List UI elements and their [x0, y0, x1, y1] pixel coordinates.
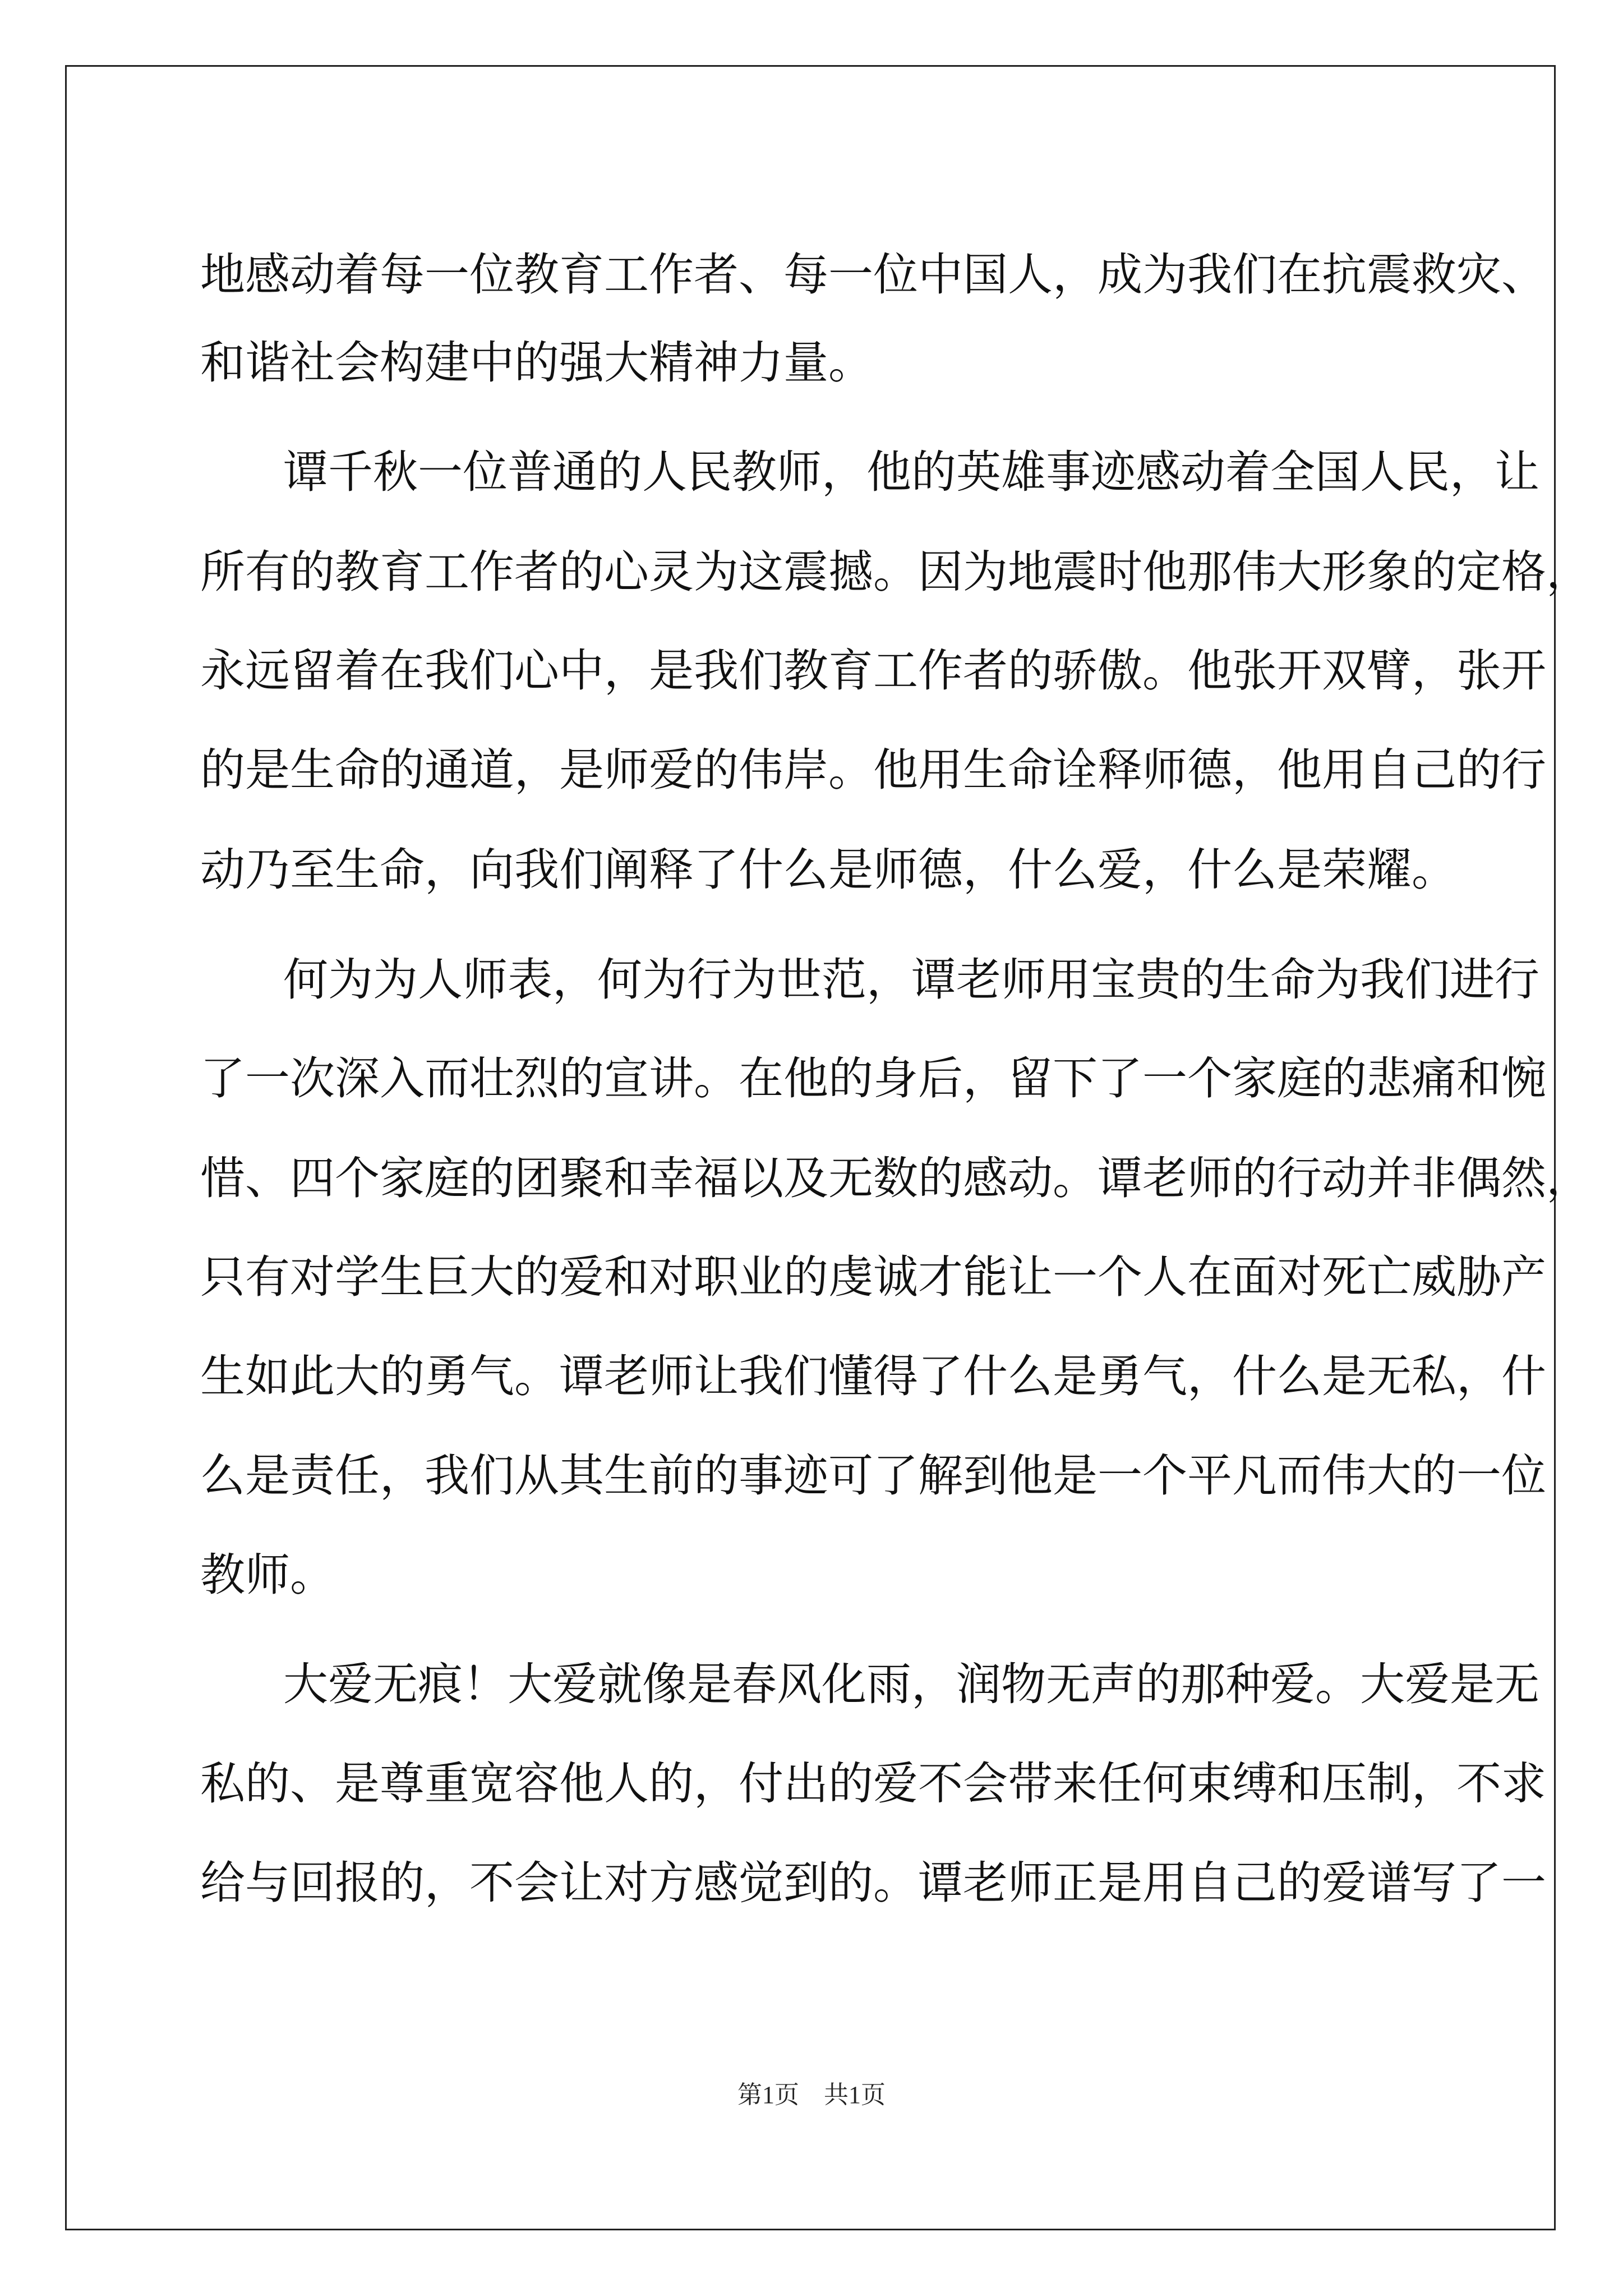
text-line: 生如此大的勇气。谭老师让我们懂得了什么是勇气，什么是无私，什 — [200, 1350, 1546, 1402]
text-line: 的是生命的通道，是师爱的伟岸。他用生命诠释师德，他用自己的行 — [200, 744, 1546, 796]
text-line: 教师。 — [200, 1549, 335, 1601]
text-line: 只有对学生巨大的爱和对职业的虔诚才能让一个人在面对死亡威胁产 — [200, 1251, 1546, 1303]
page-footer: 第1页 共1页 — [737, 2081, 886, 2109]
paragraph-first-line: 大爱无痕！大爱就像是春风化雨，润物无声的那种爱。大爱是无 — [283, 1658, 1539, 1710]
text-line: 私的、是尊重宽容他人的，付出的爱不会带来任何束缚和压制，不求 — [200, 1757, 1546, 1810]
text-line: 地感动着每一位教育工作者、每一位中国人，成为我们在抗震救灾、 — [200, 249, 1546, 301]
text-line: 永远留着在我们心中，是我们教育工作者的骄傲。他张开双臂，张开 — [200, 645, 1546, 697]
text-line: 和谐社会构建中的强大精神力量。 — [200, 337, 873, 389]
text-line: 了一次深入而壮烈的宣讲。在他的身后，留下了一个家庭的悲痛和惋 — [200, 1052, 1546, 1105]
text-line: 惜、四个家庭的团聚和幸福以及无数的感动。谭老师的行动并非偶然， — [200, 1152, 1591, 1204]
text-line: 动乃至生命，向我们阐释了什么是师德，什么爱，什么是荣耀。 — [200, 844, 1456, 896]
text-line: 给与回报的，不会让对方感觉到的。谭老师正是用自己的爱谱写了一 — [200, 1857, 1546, 1909]
paragraph-first-line: 谭千秋一位普通的人民教师，他的英雄事迹感动着全国人民，让 — [283, 446, 1539, 498]
text-line: 所有的教育工作者的心灵为这震撼。因为地震时他那伟大形象的定格， — [200, 546, 1591, 598]
text-line: 么是责任，我们从其生前的事迹可了解到他是一个平凡而伟大的一位 — [200, 1450, 1546, 1502]
paragraph-first-line: 何为为人师表，何为行为世范，谭老师用宝贵的生命为我们进行 — [283, 954, 1539, 1006]
